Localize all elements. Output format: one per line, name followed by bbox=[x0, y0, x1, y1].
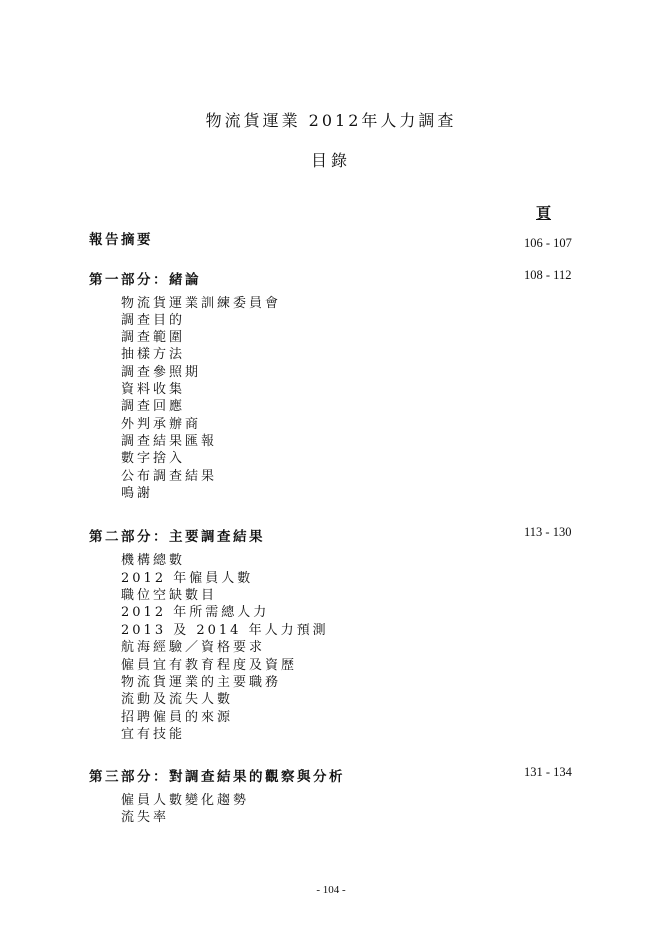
part2-pages: 113 - 130 bbox=[524, 525, 572, 539]
toc-item: 物流貨運業訓練委員會 bbox=[121, 296, 282, 311]
toc-item: 2012 年所需總人力 bbox=[121, 605, 270, 620]
toc-item: 調查結果匯報 bbox=[121, 434, 218, 449]
page-number: - 104 - bbox=[316, 884, 346, 896]
toc-item: 流失率 bbox=[121, 810, 170, 825]
part1-heading: 第一部分：緒論 bbox=[89, 272, 201, 288]
toc-item: 鳴謝 bbox=[121, 486, 154, 501]
toc-item: 抽樣方法 bbox=[121, 347, 186, 362]
summary-pages: 106 - 107 bbox=[524, 236, 572, 250]
toc-item: 機構總數 bbox=[121, 553, 186, 568]
toc-item: 資料收集 bbox=[121, 382, 186, 397]
part3-heading: 第三部分：對調查結果的觀察與分析 bbox=[89, 769, 345, 785]
toc-item: 調查參照期 bbox=[121, 365, 202, 380]
toc-item: 2012 年僱員人數 bbox=[121, 571, 254, 586]
toc-item: 外判承辦商 bbox=[121, 417, 202, 432]
toc-item: 物流貨運業的主要職務 bbox=[121, 675, 282, 690]
toc-item: 宜有技能 bbox=[121, 727, 186, 742]
part2-heading: 第二部分：主要調查結果 bbox=[89, 529, 265, 545]
toc-item: 職位空缺數目 bbox=[121, 588, 218, 603]
page-column-header: 頁 bbox=[536, 204, 552, 222]
part1-pages: 108 - 112 bbox=[524, 268, 572, 282]
toc-item: 調查範圍 bbox=[121, 330, 186, 345]
document-title: 物流貨運業 2012年人力調查 bbox=[205, 111, 457, 130]
toc-item: 2013 及 2014 年人力預測 bbox=[121, 623, 329, 638]
toc-item: 僱員宜有教育程度及資歷 bbox=[121, 658, 298, 673]
toc-item: 調查目的 bbox=[121, 313, 186, 328]
summary-heading: 報告摘要 bbox=[89, 232, 153, 248]
toc-item: 公布調查結果 bbox=[121, 469, 218, 484]
toc-item: 流動及流失人數 bbox=[121, 692, 234, 707]
toc-item: 數字捨入 bbox=[121, 451, 186, 466]
toc-item: 招聘僱員的來源 bbox=[121, 710, 234, 725]
part3-pages: 131 - 134 bbox=[524, 765, 572, 779]
toc-item: 航海經驗／資格要求 bbox=[121, 640, 266, 655]
toc-item: 僱員人數變化趨勢 bbox=[121, 793, 250, 808]
toc-title: 目錄 bbox=[310, 151, 351, 170]
toc-item: 調查回應 bbox=[121, 399, 186, 414]
